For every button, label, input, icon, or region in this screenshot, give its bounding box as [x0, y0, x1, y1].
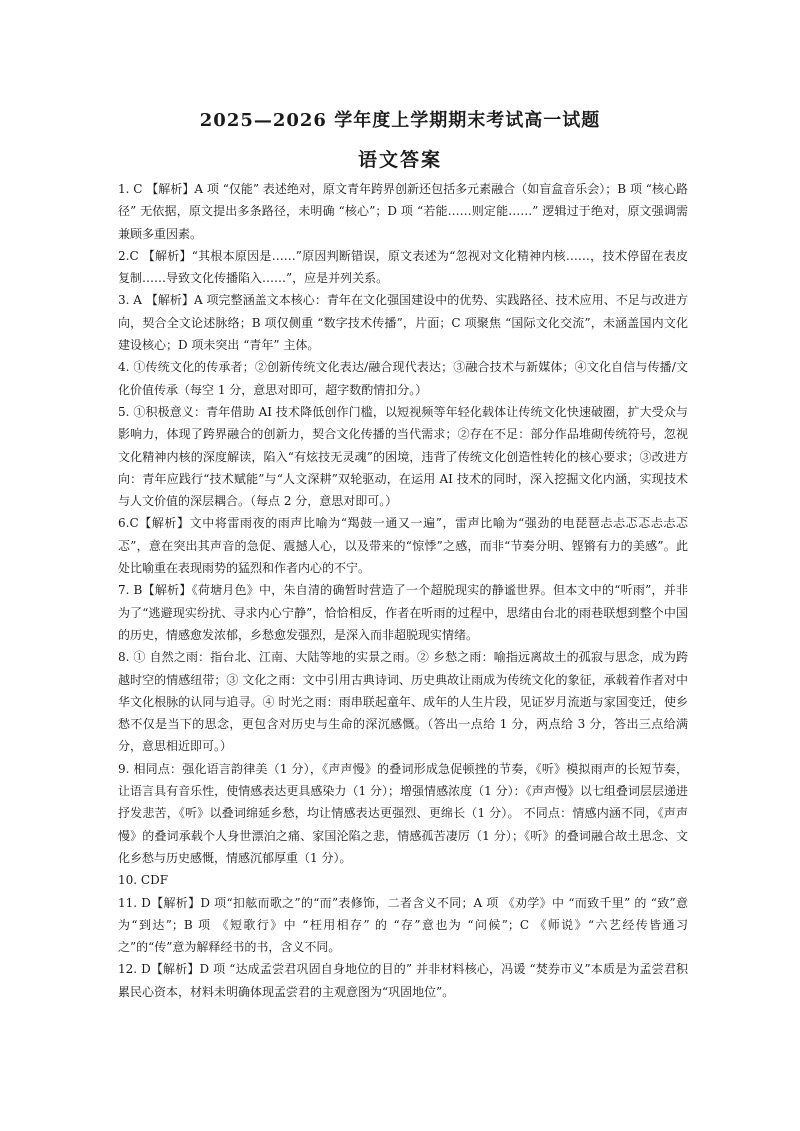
- answer-key-title: 语文答案: [357, 149, 442, 171]
- answer-item-12: 12. D【解析】D 项 “达成孟尝君巩固自身地位的目的” 并非材料核心，冯谖 “焚券市义”本质是为孟尝君积累民心资本，材料未明确体现孟尝君的主观意图为“巩固地位”。: [118, 962, 688, 999]
- answer-item-2: 2.C 【解析】“其根本原因是……”原因判断错误，原文表述为“忽视对文化精神内核……，技术停留在表皮复制……导致文化传播陷入……”，应是并列关系。: [118, 248, 688, 286]
- answer-item-3: 3. A 【解析】A 项完整涵盖文本核心：青年在文化强国建设中的优势、实践路径、技术应用、不足与改进方向，契合全文论述脉络；B 项仅侧重 “数字技术传播”，片面；C 项聚焦 “国际文化交流”，未涵盖国内文化建设核心；D 项未突出 “青年” 主体。: [118, 293, 688, 353]
- exam-title: 2025—2026 学年度上学期期末考试高一试题: [199, 110, 601, 131]
- answer-item-5: 5. ①积极意义：青年借助 AI 技术降低创作门槛，以短视频等年轻化载体让传统文化快速破圈，扩大受众与影响力，体现了跨界融合的创新力，契合文化传播的当代需求；②存在不足：部分作品堆砌传统符号，忽视文化精神内核的深度解读，陷入“有炫技无灵魂”的困境，违背了传统文化创造性转化的核心要求；③改进方向：青年应践行“技术赋能”与“人文深耕”双轮驱动，在运用 AI 技术的同时，深入挖掘文化内涵，实现技术与人文价值的深层耦合。（每点 2 分，意思对即可。）: [118, 404, 688, 509]
- answer-item-8: 8. ① 自然之雨：指台北、江南、大陆等地的实景之雨。② 乡愁之雨：喻指远离故土的孤寂与思念，成为跨越时空的情感纽带；③ 文化之雨：文中引用古典诗词、历史典故让雨成为传统文化的象征，承载着作者对中华文化根脉的认同与追寻。④ 时光之雨：雨串联起童年、成年的人生片段，见证岁月流逝与家国变迁，使乡愁不仅是当下的思念，更包含对历史与生命的深沉感慨。（答出一点给 1 分，两点给 3 分，答出三点给满分，意思相近即可。）: [118, 650, 688, 754]
- answer-item-9: 9. 相同点：强化语言韵律美（1 分），《声声慢》的叠词形成急促顿挫的节奏，《听》模拟雨声的长短节奏，让语言具有音乐性，使情感表达更具感染力（1 分）；增强情感浓度（1 分）：《声声慢》以七组叠词层层递进抒发悲苦，《听》以叠词绵延乡愁，均让情感表达更强烈、更绵长（1 分）。 不同点：情感内涵不同，《声声慢》的叠词承载个人身世漂泊之痛、家国沦陷之悲，情感孤苦凄厉（1 分）；《听》的叠词融合故土思念、文化乡愁与历史感慨，情感沉郁厚重（1 分）。: [118, 761, 688, 865]
- answer-item-1: 1. C 【解析】A 项 “仅能” 表述绝对，原文青年跨界创新还包括多元素融合（如盲盒音乐会）；B 项 “核心路径” 无依据，原文提出多条路径，未明确 “核心”；D 项 “若能……则定能……” 逻辑过于绝对，原文强调需兼顾多重因素。: [118, 182, 688, 241]
- answer-item-10: 10. CDF: [118, 873, 169, 888]
- answer-item-7: 7. B【解析】《荷塘月色》中，朱自清的确暂时营造了一个超脱现实的静谧世界。但本文中的“听雨”，并非为了“逃避现实纷扰、寻求内心宁静”，恰恰相反，作者在听雨的过程中，思绪由台北的雨巷联想到整个中国的历史，情感愈发浓郁，乡愁愈发强烈，是深入而非超脱现实情绪。: [118, 583, 688, 642]
- answer-item-4: 4. ①传统文化的传承者；②创新传统文化表达/融合现代表达；③融合技术与新媒体；④文化自信与传播/文化价值传承（每空 1 分，意思对即可，超字数酌情扣分。）: [118, 360, 688, 397]
- answer-item-11: 11. D【解析】D 项“扣舷而歌之”的“而”表修饰，二者含义不同；A 项 《劝学》中 “而致千里” 的 “致”意为“到达”；B 项 《短歌行》中 “枉用相存” 的 “存”意也为 “问候”；C 《师说》“六艺经传皆通习之”的“传”意为解释经书的书，含义不同。: [118, 895, 688, 955]
- answer-list: [118, 178, 688, 1003]
- answer-item-6: 6.C【解析】文中将雷雨夜的雨声比喻为“羯鼓一通又一遍”，雷声比喻为“强劲的电琵琶忐忐忑忑忐忐忑忑”，意在突出其声音的急促、震撼人心，以及带来的“惊悸”之感，而非“节奏分明、铿锵有力的美感”。此处比喻重在表现雨势的猛烈和作者内心的不宁。: [118, 516, 688, 576]
